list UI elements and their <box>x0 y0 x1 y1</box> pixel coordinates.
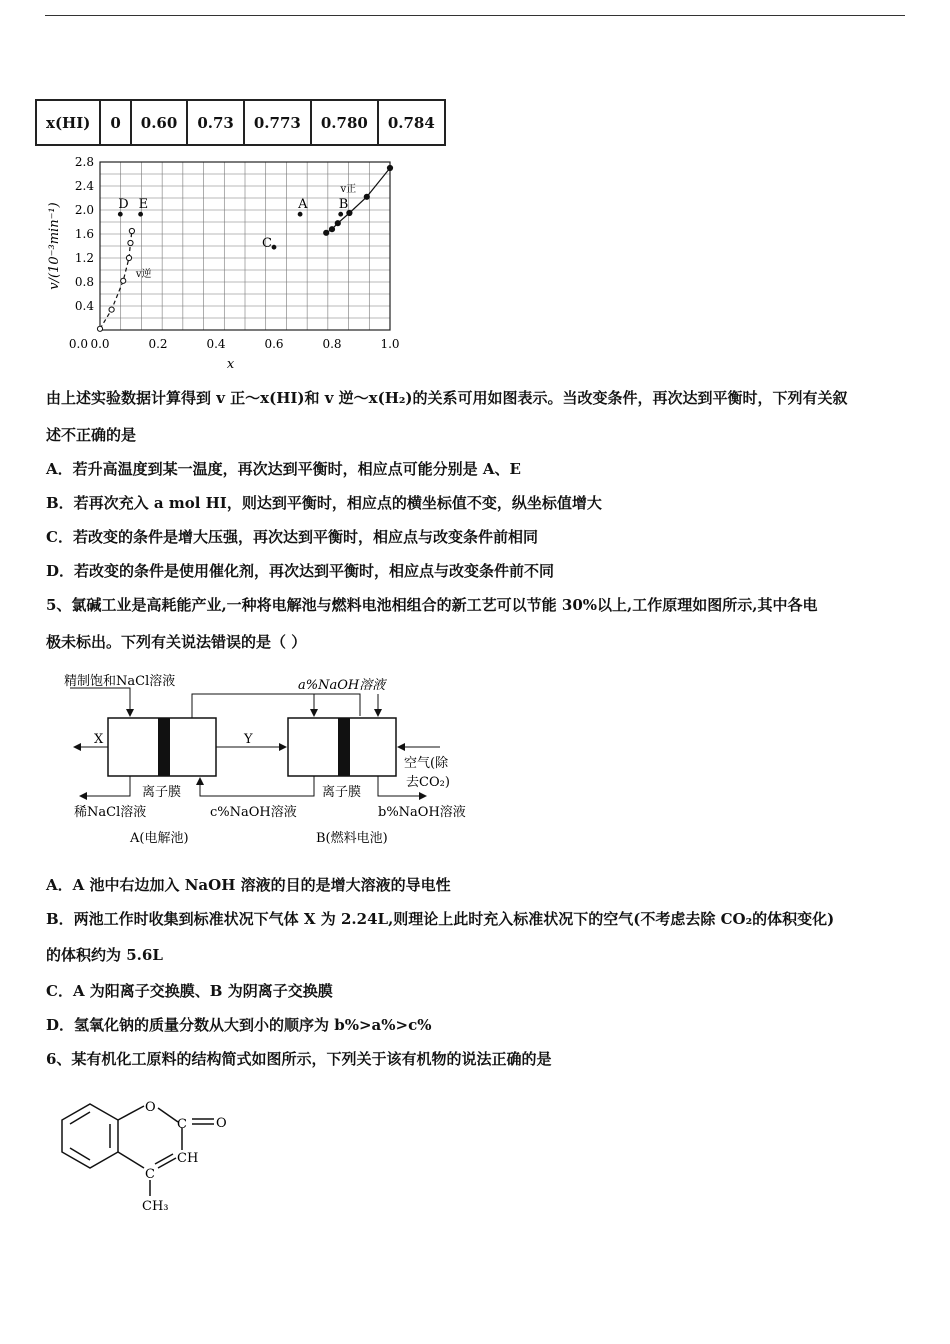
q4-option-c: C．若改变的条件是增大压强，再次达到平衡时，相应点与改变条件前相同 <box>46 528 538 546</box>
point-label: D <box>118 197 129 213</box>
y-axis-label: v/(10⁻³min⁻¹) <box>47 202 62 290</box>
series-label-v-forward: v正 <box>340 184 357 195</box>
gas-x-label: X <box>94 732 104 747</box>
q4-stem-line1: 由上述实验数据计算得到 v 正～x(HI)和 v 逆～x(H₂)的关系可用如图表示。当改变条件，再次达到平衡时，下列有关叙 <box>46 389 848 407</box>
table-cell: 0 <box>100 100 130 145</box>
x-tick-label: 1.0 <box>380 337 400 351</box>
electrolysis-diagram <box>60 670 480 860</box>
y-tick-label: 1.2 <box>74 251 94 265</box>
header-rule <box>45 15 905 16</box>
labeled-point <box>298 212 303 217</box>
q4-stem-line2: 述不正确的是 <box>46 426 137 444</box>
x-tick-label: 0.6 <box>264 337 284 351</box>
data-point <box>128 240 133 245</box>
series-line <box>100 231 132 329</box>
labeled-point <box>338 212 343 217</box>
table-cell: 0.73 <box>187 100 244 145</box>
table-cell: 0.784 <box>378 100 445 145</box>
table-row <box>36 100 445 145</box>
q6-stem: 6、某有机化工原料的结构简式如图所示，下列关于该有机物的说法正确的是 <box>46 1050 552 1068</box>
q5-stem-line1: 5、氯碱工业是高耗能产业,一种将电解池与燃料电池相组合的新工艺可以节能 30%以上,工作原理如图所示,其中各电 <box>46 596 818 614</box>
q5-option-a: A．A 池中右边加入 NaOH 溶液的目的是增大溶液的导电性 <box>46 876 451 894</box>
labeled-point <box>118 212 123 217</box>
q5-option-d: D．氢氧化钠的质量分数从大到小的顺序为 b%>a%>c% <box>46 1016 432 1034</box>
coumarin-structure <box>50 1092 240 1222</box>
hi-table <box>35 99 446 146</box>
naoh-c-label: c%NaOH溶液 <box>210 805 297 820</box>
q5-option-b: B．两池工作时收集到标准状况下气体 X 为 2.24L,则理论上此时充入标准状况下的空气(不考虑去除 CO₂的体积变化) <box>46 910 835 928</box>
table-cell: 0.773 <box>244 100 311 145</box>
air-label-2: 去CO₂) <box>406 775 450 790</box>
q5-option-b-cont: 的体积约为 5.6L <box>46 946 163 964</box>
point-label: B <box>338 197 349 213</box>
data-point <box>364 194 369 199</box>
rate-chart <box>40 150 410 372</box>
gas-y-label: Y <box>244 732 253 747</box>
data-point <box>335 221 340 226</box>
x-tick-label: 0.8 <box>322 337 342 351</box>
labeled-point <box>138 212 143 217</box>
atom-ch3: CH₃ <box>142 1199 169 1214</box>
data-point <box>129 228 134 233</box>
point-label: E <box>138 197 149 213</box>
membrane-b <box>338 718 350 776</box>
air-label: 空气(除 <box>404 756 449 771</box>
atom-c2: C <box>145 1167 155 1182</box>
naoh-b-label: b%NaOH溶液 <box>378 805 466 820</box>
atom-ch: CH <box>177 1151 199 1166</box>
data-point <box>324 230 329 235</box>
x-tick-label: 0.0 <box>90 337 110 351</box>
y-tick-label: 0.0 <box>68 337 88 351</box>
table-cell: 0.60 <box>131 100 188 145</box>
membrane-a <box>158 718 170 776</box>
cell-b-label: B(燃料电池) <box>316 831 388 846</box>
data-point <box>97 326 102 331</box>
feed-naoh-a-label: a%NaOH溶液 <box>298 678 386 693</box>
atom-o-carbonyl: O <box>216 1116 227 1131</box>
q4-option-b: B．若再次充入 a mol HI，则达到平衡时，相应点的横坐标值不变，纵坐标值增大 <box>46 494 602 512</box>
q5-option-c: C．A 为阳离子交换膜、B 为阴离子交换膜 <box>46 982 333 1000</box>
q4-option-a: A．若升高温度到某一温度，再次达到平衡时，相应点可能分别是 A、E <box>46 460 521 478</box>
dilute-nacl-label: 稀NaCl溶液 <box>74 805 147 820</box>
q5-stem-line2: 极未标出。下列有关说法错误的是（ ） <box>46 633 307 651</box>
x-tick-label: 0.2 <box>148 337 168 351</box>
point-label: C <box>262 236 272 252</box>
x-tick-label: 0.4 <box>206 337 226 351</box>
data-point <box>329 227 334 232</box>
x-axis-label: x <box>226 357 235 372</box>
y-tick-label: 1.6 <box>74 227 94 241</box>
atom-c1: C <box>177 1117 187 1132</box>
data-point <box>121 278 126 283</box>
q4-option-d: D．若改变的条件是使用催化剂，再次达到平衡时，相应点与改变条件前不同 <box>46 562 555 580</box>
point-label: A <box>298 197 308 213</box>
feed-nacl-label: 精制饱和NaCl溶液 <box>64 674 176 689</box>
membrane-a-label: 离子膜 <box>142 785 182 800</box>
y-tick-label: 2.0 <box>74 203 94 217</box>
y-tick-label: 2.4 <box>74 179 94 193</box>
y-tick-label: 2.8 <box>74 155 94 169</box>
data-point <box>109 307 114 312</box>
membrane-b-label: 离子膜 <box>322 785 362 800</box>
data-point <box>387 165 392 170</box>
labeled-point <box>272 245 277 250</box>
table-cell: x(HI) <box>36 100 100 145</box>
atom-o-ring: O <box>145 1100 156 1115</box>
series-label-v-reverse: v逆 <box>135 269 152 281</box>
y-tick-label: 0.8 <box>74 275 94 289</box>
y-tick-label: 0.4 <box>74 299 94 313</box>
cell-a-label: A(电解池) <box>130 831 189 846</box>
table-cell: 0.780 <box>311 100 378 145</box>
data-point <box>126 255 131 260</box>
